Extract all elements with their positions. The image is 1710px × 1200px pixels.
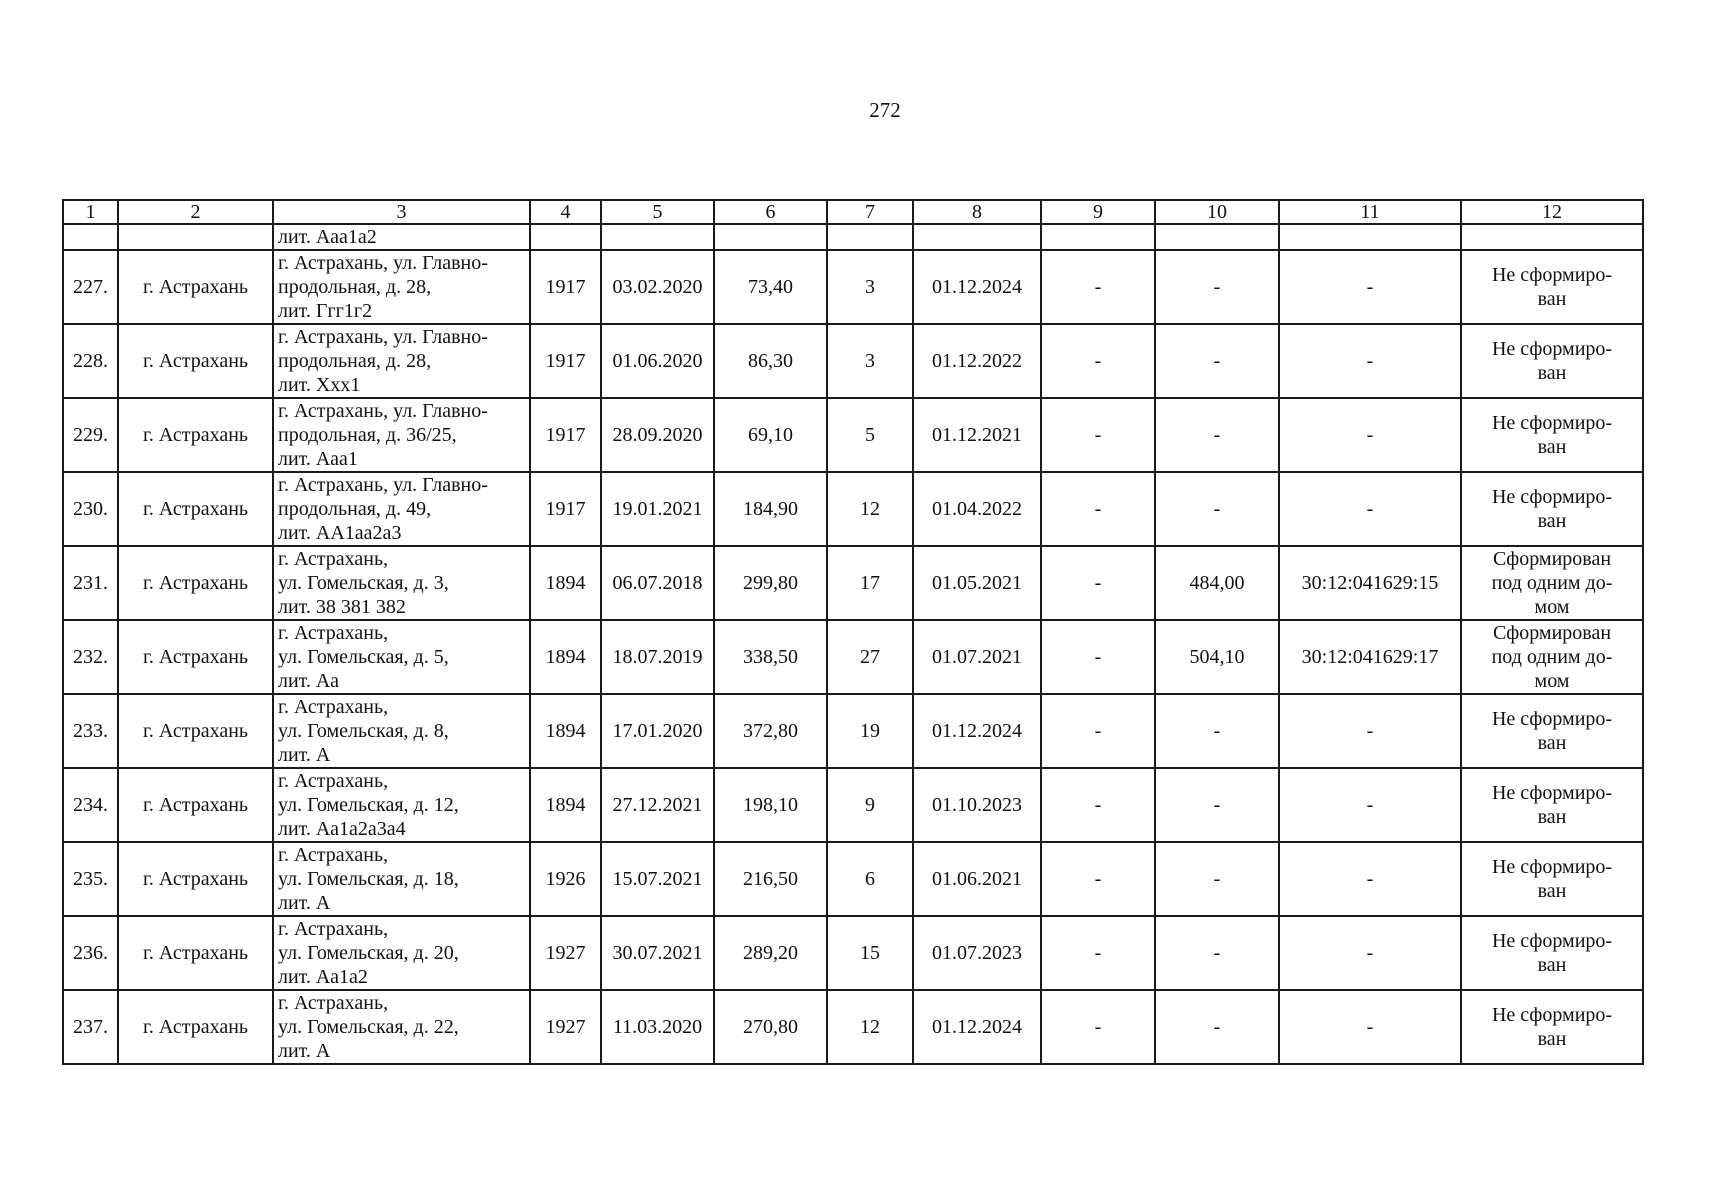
cadastral-cell: 30:12:041629:17	[1279, 620, 1461, 694]
deadline-cell: 01.12.2024	[913, 250, 1041, 324]
year-cell: 1917	[530, 398, 601, 472]
status-cell	[1461, 990, 1643, 1064]
residents-cell: 6	[827, 842, 913, 916]
col9-cell: -	[1041, 472, 1155, 546]
col10-cell: -	[1155, 694, 1279, 768]
continuation-row	[63, 224, 1643, 250]
table-row	[63, 472, 1643, 546]
column-number: 10	[1155, 200, 1279, 224]
table-row	[63, 398, 1643, 472]
date-cell: 19.01.2021	[601, 472, 714, 546]
area-cell: 86,30	[714, 324, 827, 398]
row-number: 237.	[63, 990, 118, 1064]
year-cell: 1927	[530, 916, 601, 990]
area-cell: 338,50	[714, 620, 827, 694]
col9-cell: -	[1041, 694, 1155, 768]
city-cell: г. Астрахань	[118, 916, 273, 990]
deadline-cell: 01.07.2023	[913, 916, 1041, 990]
status-line: мом	[1534, 596, 1570, 618]
col10-cell: -	[1155, 916, 1279, 990]
address-line: лит. А	[278, 744, 331, 766]
year-cell: 1894	[530, 620, 601, 694]
status-line: ван	[1537, 954, 1567, 976]
residents-cell: 19	[827, 694, 913, 768]
year-cell: 1894	[530, 694, 601, 768]
year-cell: 1917	[530, 472, 601, 546]
cadastral-cell: -	[1279, 398, 1461, 472]
area-cell: 198,10	[714, 768, 827, 842]
column-number: 3	[273, 200, 530, 224]
col9-cell: -	[1041, 324, 1155, 398]
continuation-address: лит. Ааа1а2	[273, 224, 530, 250]
deadline-cell: 01.05.2021	[913, 546, 1041, 620]
address-cell	[273, 990, 530, 1064]
address-line: г. Астрахань, ул. Главно-	[278, 326, 488, 348]
status-cell	[1461, 620, 1643, 694]
table-row	[63, 842, 1643, 916]
status-cell	[1461, 842, 1643, 916]
column-number: 2	[118, 200, 273, 224]
col10-cell: -	[1155, 990, 1279, 1064]
address-line: продольная, д. 28,	[278, 350, 432, 372]
area-cell: 73,40	[714, 250, 827, 324]
area-cell: 270,80	[714, 990, 827, 1064]
year-cell: 1894	[530, 546, 601, 620]
cadastral-cell: -	[1279, 472, 1461, 546]
col10-cell: -	[1155, 842, 1279, 916]
address-cell	[273, 546, 530, 620]
status-cell	[1461, 768, 1643, 842]
col9-cell: -	[1041, 842, 1155, 916]
address-line: лит. Ааа1	[278, 448, 358, 470]
city-cell: г. Астрахань	[118, 472, 273, 546]
date-cell: 28.09.2020	[601, 398, 714, 472]
housing-table	[62, 199, 1644, 1065]
year-cell: 1894	[530, 768, 601, 842]
address-line: г. Астрахань, ул. Главно-	[278, 474, 488, 496]
row-number: 232.	[63, 620, 118, 694]
status-cell	[1461, 472, 1643, 546]
table-row	[63, 990, 1643, 1064]
status-line: Не сформиро-	[1491, 486, 1613, 508]
residents-cell: 15	[827, 916, 913, 990]
table-body	[63, 200, 1643, 1064]
col10-cell: -	[1155, 472, 1279, 546]
address-line: г. Астрахань, ул. Главно-	[278, 400, 488, 422]
col10-cell: -	[1155, 250, 1279, 324]
status-line: ван	[1537, 288, 1567, 310]
address-line: г. Астрахань,	[278, 548, 389, 570]
residents-cell: 9	[827, 768, 913, 842]
status-line: Не сформиро-	[1491, 708, 1613, 730]
status-line: ван	[1537, 362, 1567, 384]
city-cell: г. Астрахань	[118, 546, 273, 620]
status-line: ван	[1537, 880, 1567, 902]
deadline-cell: 01.12.2024	[913, 694, 1041, 768]
residents-cell: 17	[827, 546, 913, 620]
page-number: 272	[869, 98, 901, 122]
address-line: ул. Гомельская, д. 20,	[278, 942, 459, 964]
address-line: г. Астрахань,	[278, 696, 389, 718]
column-number: 12	[1461, 200, 1643, 224]
residents-cell: 27	[827, 620, 913, 694]
col10-cell: 504,10	[1155, 620, 1279, 694]
table-row	[63, 768, 1643, 842]
cadastral-cell: -	[1279, 768, 1461, 842]
status-line: ван	[1537, 436, 1567, 458]
area-cell: 216,50	[714, 842, 827, 916]
status-line: Сформирован	[1492, 548, 1612, 570]
city-cell: г. Астрахань	[118, 398, 273, 472]
date-cell: 11.03.2020	[601, 990, 714, 1064]
status-line: Сформирован	[1492, 622, 1612, 644]
address-line: лит. Аа1а2а3а4	[278, 818, 406, 840]
empty-cell	[1155, 224, 1279, 250]
residents-cell: 3	[827, 250, 913, 324]
address-line: ул. Гомельская, д. 5,	[278, 646, 449, 668]
date-cell: 06.07.2018	[601, 546, 714, 620]
cadastral-cell: -	[1279, 842, 1461, 916]
cadastral-cell: -	[1279, 990, 1461, 1064]
table-row	[63, 620, 1643, 694]
area-cell: 69,10	[714, 398, 827, 472]
address-line: продольная, д. 28,	[278, 276, 432, 298]
cadastral-cell: -	[1279, 324, 1461, 398]
area-cell: 289,20	[714, 916, 827, 990]
residents-cell: 5	[827, 398, 913, 472]
year-cell: 1927	[530, 990, 601, 1064]
table-row	[63, 324, 1643, 398]
address-cell	[273, 620, 530, 694]
status-line: Не сформиро-	[1491, 856, 1613, 878]
row-number: 233.	[63, 694, 118, 768]
col9-cell: -	[1041, 398, 1155, 472]
address-line: г. Астрахань,	[278, 622, 389, 644]
deadline-cell: 01.06.2021	[913, 842, 1041, 916]
city-cell: г. Астрахань	[118, 694, 273, 768]
date-cell: 17.01.2020	[601, 694, 714, 768]
date-cell: 30.07.2021	[601, 916, 714, 990]
status-line: ван	[1537, 806, 1567, 828]
col9-cell: -	[1041, 990, 1155, 1064]
empty-cell	[827, 224, 913, 250]
address-line: лит. 38 381 382	[278, 596, 406, 618]
date-cell: 18.07.2019	[601, 620, 714, 694]
address-line: продольная, д. 49,	[278, 498, 432, 520]
row-number: 231.	[63, 546, 118, 620]
col10-cell: -	[1155, 324, 1279, 398]
residents-cell: 3	[827, 324, 913, 398]
empty-cell	[63, 224, 118, 250]
year-cell: 1926	[530, 842, 601, 916]
column-number: 4	[530, 200, 601, 224]
status-line: Не сформиро-	[1491, 1004, 1613, 1026]
address-cell	[273, 398, 530, 472]
date-cell: 01.06.2020	[601, 324, 714, 398]
date-cell: 03.02.2020	[601, 250, 714, 324]
empty-cell	[1041, 224, 1155, 250]
area-cell: 184,90	[714, 472, 827, 546]
col10-cell: -	[1155, 768, 1279, 842]
empty-cell	[118, 224, 273, 250]
city-cell: г. Астрахань	[118, 324, 273, 398]
deadline-cell: 01.12.2024	[913, 990, 1041, 1064]
table-row	[63, 250, 1643, 324]
status-cell	[1461, 324, 1643, 398]
col9-cell: -	[1041, 546, 1155, 620]
date-cell: 15.07.2021	[601, 842, 714, 916]
col10-cell: 484,00	[1155, 546, 1279, 620]
row-number: 235.	[63, 842, 118, 916]
deadline-cell: 01.04.2022	[913, 472, 1041, 546]
row-number: 228.	[63, 324, 118, 398]
column-number-row	[63, 200, 1643, 224]
address-line: ул. Гомельская, д. 12,	[278, 794, 459, 816]
table-row	[63, 546, 1643, 620]
status-line: ван	[1537, 510, 1567, 532]
col9-cell: -	[1041, 620, 1155, 694]
table-row	[63, 916, 1643, 990]
address-line: ул. Гомельская, д. 22,	[278, 1016, 459, 1038]
status-line: Не сформиро-	[1491, 930, 1613, 952]
col10-cell: -	[1155, 398, 1279, 472]
address-cell	[273, 472, 530, 546]
status-cell	[1461, 694, 1643, 768]
status-line: ван	[1537, 732, 1567, 754]
cadastral-cell: -	[1279, 694, 1461, 768]
city-cell: г. Астрахань	[118, 842, 273, 916]
address-line: г. Астрахань, ул. Главно-	[278, 252, 488, 274]
column-number: 1	[63, 200, 118, 224]
empty-cell	[1461, 224, 1643, 250]
row-number: 230.	[63, 472, 118, 546]
deadline-cell: 01.12.2022	[913, 324, 1041, 398]
status-line: Не сформиро-	[1491, 782, 1613, 804]
address-line: ул. Гомельская, д. 18,	[278, 868, 459, 890]
status-cell	[1461, 916, 1643, 990]
status-line: Не сформиро-	[1491, 338, 1613, 360]
status-line: под одним до-	[1491, 572, 1613, 594]
area-cell: 372,80	[714, 694, 827, 768]
status-cell	[1461, 398, 1643, 472]
city-cell: г. Астрахань	[118, 768, 273, 842]
deadline-cell: 01.07.2021	[913, 620, 1041, 694]
status-cell	[1461, 250, 1643, 324]
address-cell	[273, 250, 530, 324]
col9-cell: -	[1041, 916, 1155, 990]
address-cell	[273, 768, 530, 842]
row-number: 229.	[63, 398, 118, 472]
column-number: 6	[714, 200, 827, 224]
row-number: 234.	[63, 768, 118, 842]
address-cell	[273, 916, 530, 990]
residents-cell: 12	[827, 990, 913, 1064]
address-line: г. Астрахань,	[278, 844, 389, 866]
column-number: 7	[827, 200, 913, 224]
empty-cell	[601, 224, 714, 250]
address-cell	[273, 694, 530, 768]
address-line: лит. Аа	[278, 670, 339, 692]
status-line: ван	[1537, 1028, 1567, 1050]
address-line: лит. Ггг1г2	[278, 300, 373, 322]
status-line: мом	[1534, 670, 1570, 692]
empty-cell	[530, 224, 601, 250]
address-line: ул. Гомельская, д. 8,	[278, 720, 449, 742]
cadastral-cell: -	[1279, 250, 1461, 324]
row-number: 236.	[63, 916, 118, 990]
cadastral-cell: 30:12:041629:15	[1279, 546, 1461, 620]
address-line: г. Астрахань,	[278, 992, 389, 1014]
row-number: 227.	[63, 250, 118, 324]
address-line: г. Астрахань,	[278, 770, 389, 792]
status-cell	[1461, 546, 1643, 620]
address-line: лит. Ххх1	[278, 374, 361, 396]
col9-cell: -	[1041, 768, 1155, 842]
deadline-cell: 01.12.2021	[913, 398, 1041, 472]
city-cell: г. Астрахань	[118, 620, 273, 694]
status-line: Не сформиро-	[1491, 412, 1613, 434]
area-cell: 299,80	[714, 546, 827, 620]
status-line: под одним до-	[1491, 646, 1613, 668]
address-line: г. Астрахань,	[278, 918, 389, 940]
address-line: лит. АА1аа2а3	[278, 522, 402, 544]
column-number: 8	[913, 200, 1041, 224]
deadline-cell: 01.10.2023	[913, 768, 1041, 842]
empty-cell	[1279, 224, 1461, 250]
empty-cell	[714, 224, 827, 250]
address-line: лит. Аа1а2	[278, 966, 368, 988]
address-line: ул. Гомельская, д. 3,	[278, 572, 449, 594]
empty-cell	[913, 224, 1041, 250]
address-line: продольная, д. 36/25,	[278, 424, 457, 446]
address-cell	[273, 842, 530, 916]
column-number: 5	[601, 200, 714, 224]
table-row	[63, 694, 1643, 768]
address-line: лит. А	[278, 892, 331, 914]
city-cell: г. Астрахань	[118, 250, 273, 324]
date-cell: 27.12.2021	[601, 768, 714, 842]
cadastral-cell: -	[1279, 916, 1461, 990]
year-cell: 1917	[530, 250, 601, 324]
address-line: лит. А	[278, 1040, 331, 1062]
residents-cell: 12	[827, 472, 913, 546]
col9-cell: -	[1041, 250, 1155, 324]
city-cell: г. Астрахань	[118, 990, 273, 1064]
address-cell	[273, 324, 530, 398]
column-number: 9	[1041, 200, 1155, 224]
status-line: Не сформиро-	[1491, 264, 1613, 286]
year-cell: 1917	[530, 324, 601, 398]
column-number: 11	[1279, 200, 1461, 224]
